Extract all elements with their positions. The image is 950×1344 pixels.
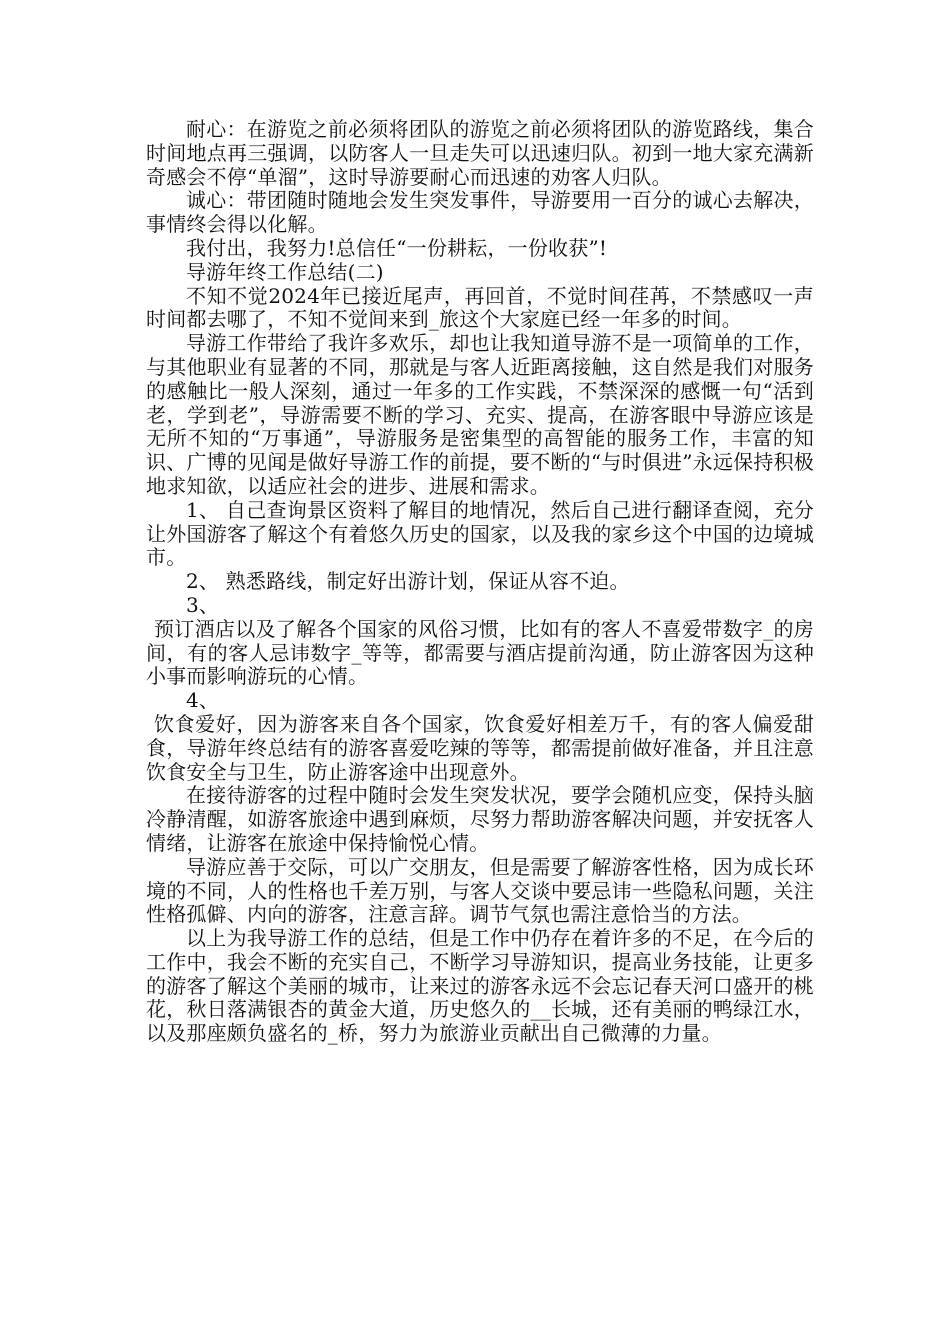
paragraph-patience: 耐心：在游览之前必须将团队的游览之前必须将团队的游览路线，集合时间地点再三强调，以防客人一旦走失可以迅速归队。初到一地大家充满新奇感会不停“单溜”，这时导游要耐心而迅速的劝客人归队。	[146, 117, 814, 189]
list-item-4-text: 饮食爱好，因为游客来自各个国家，饮食爱好相差万千，有的客人偏爱甜食，导游年终总结有的游客喜爱吃辣的等等，都需提前做好准备，并且注意饮食安全与卫生，防止游客途中出现意外。	[146, 711, 814, 784]
paragraph-intro: 不知不觉2024年已接近尾声，再回首，不觉时间荏苒，不禁感叹一声时间都去哪了，不知不觉间来到_旅这个大家庭已经一年多的时间。	[146, 283, 814, 332]
paragraph-sincerity: 诚心：带团随时随地会发生突发事件，导游要用一百分的诚心去解决，事情终会得以化解。	[146, 188, 814, 237]
paragraph-work-reflection: 导游工作带给了我许多欢乐，却也让我知道导游不是一项简单的工作，与其他职业有显著的不同，那就是与客人近距离接触，这自然是我们对服务的感触比一般人深刻，通过一年多的工作实践，不禁深深的感慨一句“活到老，学到老”，导游需要不断的学习、充实、提高，在游客眼中导游应该是无所不知的“万事通”，导游服务是密集型的高智能的服务工作，丰富的知识、广博的见闻是做好导游工作的前提，要不断的“与时俱进”永远保持积极地求知欲，以适应社会的进步、进展和需求。	[146, 331, 814, 498]
paragraph-communication: 导游应善于交际，可以广交朋友，但是需要了解游客性格，因为成长环境的不同，人的性格也千差万别，与客人交谈中要忌讳一些隐私问题，关注性格孤僻、内向的游客，注意言辞。调节气氛也需注意恰当的方法。	[146, 854, 814, 927]
list-item-2: 2、 熟悉路线，制定好出游计划，保证从容不迫。	[186, 569, 630, 594]
list-item-3-text: 预订酒店以及了解各个国家的风俗习惯，比如有的客人不喜爱带数字_的房间，有的客人忌讳数字_等等，都需要与酒店提前沟通，防止游客因为这种小事而影响游玩的心情。	[146, 616, 814, 689]
paragraph-conclusion: 以上为我导游工作的总结，但是工作中仍存在着许多的不足，在今后的工作中，我会不断的充实自己，不断学习导游知识，提高业务技能，让更多的游客了解这个美丽的城市，让来过的游客永远不会忘记春天河口盛开的桃花，秋日落满银杏的黄金大道，历史悠久的__长城，还有美丽的鸭绿江水，以及那座颇负盛名的_桥，努力为旅游业贡献出自己微薄的力量。	[146, 926, 814, 1046]
document-body	[146, 118, 814, 1046]
section-heading: 导游年终工作总结(二)	[186, 259, 384, 284]
list-item-3-number: 3、	[186, 592, 220, 617]
list-item-1: 1、 自己查询景区资料了解目的地情况，然后自己进行翻译查阅，充分让外国游客了解这个有着悠久历史的国家，以及我的家乡这个中国的边境城市。	[146, 497, 814, 570]
paragraph-motto: 我付出，我努力!总信任“一份耕耘，一份收获”!	[186, 235, 608, 260]
list-item-4-number: 4、	[186, 688, 220, 713]
paragraph-emergencies: 在接待游客的过程中随时会发生突发状况，要学会随机应变，保持头脑冷静清醒，如游客旅途中遇到麻烦，尽努力帮助游客解决问题，并安抚客人情绪，让游客在旅途中保持愉悦心情。	[146, 783, 814, 855]
